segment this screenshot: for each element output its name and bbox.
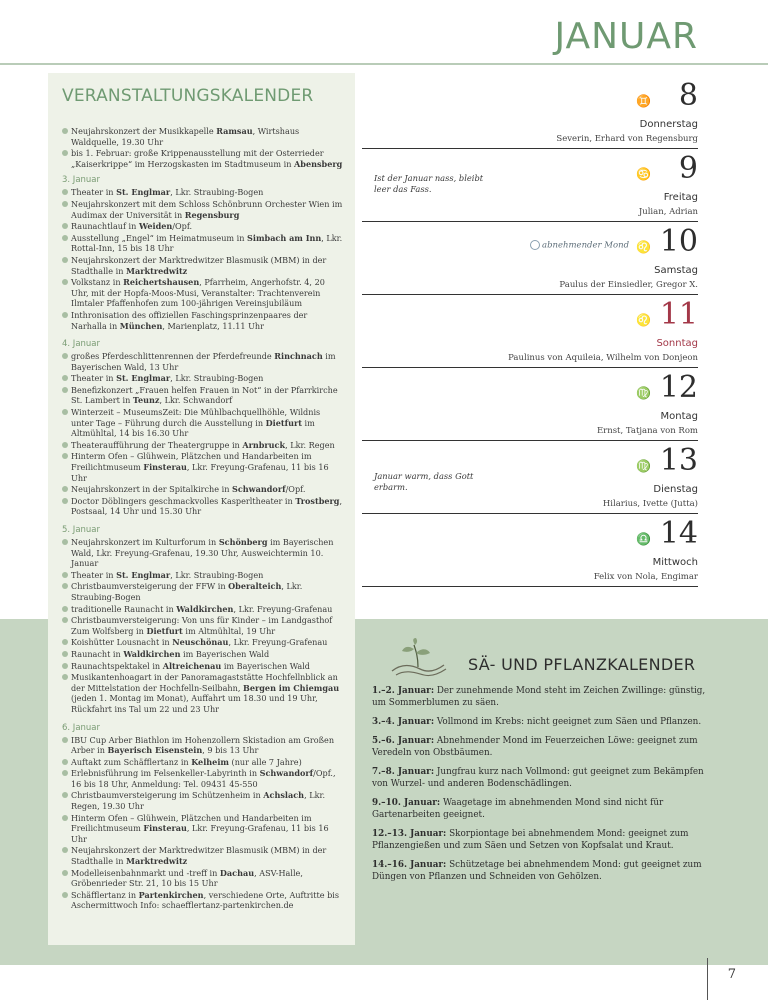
event-item (62, 672, 343, 714)
event-text: IBU Cup Arber Biathlon im Hohenzollern Skistadion am Großen Arber in (71, 734, 335, 756)
weather-saying: Ist der Januar nass, bleibt leer das Fass. (374, 173, 484, 194)
planting-date: 12.–13. Januar: (372, 829, 447, 839)
bullet-icon (62, 892, 68, 898)
event-location: Waldkirchen (176, 603, 234, 614)
event-location: Marktredwitz (126, 265, 188, 276)
name-days: Paulinus von Aquileia, Wilhelm von Donjeon (508, 353, 698, 363)
event-item (62, 845, 343, 866)
zodiac-icon: ♎ (636, 532, 651, 546)
event-location: Bergen im Chiemgau (243, 682, 340, 693)
event-text: Winterzeit – MuseumsZeit: Die Mühlbachquellhöhle, Wildnis unter Tage – Führung durch die Ausstellung in (71, 407, 321, 428)
event-item (62, 199, 343, 220)
event-item (62, 385, 343, 406)
event-details: im Bayerischen Wald (221, 660, 310, 671)
event-item (62, 537, 343, 569)
event-item (62, 661, 343, 672)
event-text: Theater in (71, 187, 117, 198)
event-text: Benefizkonzert „Frauen helfen Frauen in Not“ in der Pfarrkirche St. Lambert in (71, 384, 338, 406)
event-item (62, 373, 343, 384)
event-text: Doctor Döblingers geschmackvolles Kasperltheater in (71, 495, 296, 506)
event-text: Ausstellung „Engel“ im Heimatmuseum in (71, 232, 248, 243)
bullet-icon (62, 235, 68, 241)
planting-advice: Vollmond im Krebs: nicht geeignet zum Säen und Pflanzen. (434, 717, 702, 727)
event-location: Ramsau (216, 126, 253, 136)
event-text: Theater in (71, 569, 117, 580)
weather-saying: Januar warm, dass Gott erbarm. (374, 471, 474, 492)
event-location: Schwandorf (259, 768, 314, 779)
event-details: , Lkr. Straubing-Bogen (170, 569, 264, 580)
event-details: im Altmühltal, 14 bis 16.30 Uhr (71, 417, 315, 439)
event-location: Simbach am Inn (247, 232, 322, 243)
event-location: Partenkirchen (138, 889, 204, 900)
event-details: , Lkr. Straubing-Bogen (71, 581, 303, 602)
bullet-icon (62, 201, 68, 207)
event-text: Raunachtspektakel in (71, 660, 163, 671)
event-details: , Lkr. Freyung-Grafenau, 11 bis 16 Uhr (71, 462, 329, 483)
event-item (62, 790, 343, 811)
event-day-heading: 3. Januar (62, 175, 101, 186)
zodiac-icon: ♋ (636, 167, 651, 181)
calendar-day-row (362, 295, 698, 368)
zodiac-icon: ♍ (636, 459, 651, 473)
event-location: Kelheim (191, 756, 229, 767)
event-days (62, 175, 343, 911)
name-days: Julian, Adrian (638, 207, 698, 217)
event-day-heading: 6. Januar (62, 722, 101, 733)
planting-advice: Der zunehmende Mond steht im Zeichen Zwillinge: günstig, um Sommerblumen zu säen. (372, 686, 706, 708)
bullet-icon (62, 353, 68, 359)
bullet-icon (62, 442, 68, 448)
event-day (62, 525, 343, 715)
weekday: Freitag (663, 192, 698, 203)
planting-entry (372, 859, 712, 883)
event-text: Raunachtlauf in (71, 221, 139, 232)
bullet-icon (62, 639, 68, 645)
zodiac-icon: ♌ (636, 313, 651, 327)
name-days: Severin, Erhard von Regensburg (556, 134, 698, 144)
event-details: (nur alle 7 Jahre) (228, 756, 302, 767)
event-details: , Lkr. Straubing-Bogen (170, 373, 264, 384)
day-number: 14 (659, 516, 698, 551)
day-number: 13 (659, 443, 698, 478)
zodiac-icon: ♊ (636, 94, 651, 108)
bullet-icon (62, 387, 68, 393)
event-location: Waldkirchen (123, 648, 181, 659)
event-location: St. Englmar (116, 187, 171, 198)
event-item (62, 233, 343, 254)
bullet-icon (62, 847, 68, 853)
planting-calendar (372, 637, 712, 890)
event-location: Dietfurt (265, 417, 302, 428)
event-location: Finsterau (143, 823, 187, 834)
month-title: JANUAR (554, 16, 698, 57)
event-item (62, 615, 343, 636)
bullet-icon (62, 737, 68, 743)
page-number: 7 (727, 967, 736, 982)
bullet-icon (62, 257, 68, 263)
planting-calendar-title: SÄ- UND PFLANZKALENDER (468, 655, 696, 674)
event-details: , Lkr. Schwandorf (159, 395, 233, 406)
event-text: Theateraufführung der Theatergruppe in (71, 439, 243, 450)
event-text: Neujahrskonzert der Musikkapelle (71, 126, 217, 136)
planting-date: 9.–10. Januar: (372, 798, 441, 808)
event-item (62, 581, 343, 602)
calendar-day-row (362, 149, 698, 222)
event-details: , Postsaal, 14 Uhr und 15.30 Uhr (71, 495, 343, 517)
bullet-icon (62, 792, 68, 798)
event-details: (jeden 1. Montag im Monat), Auffahrt um 18.30 und 19 Uhr, Rückfahrt ins Tal um 22 und 23 Uhr (71, 693, 318, 714)
event-location: Reichertshausen (123, 277, 200, 288)
event-item (62, 649, 343, 660)
event-item (62, 255, 343, 276)
planting-entry (372, 828, 712, 852)
event-item (62, 351, 343, 372)
name-days: Ernst, Tatjana von Rom (596, 426, 698, 436)
planting-date: 1.–2. Januar: (372, 686, 435, 696)
event-text: Hinterm Ofen – Glühwein, Plätzchen und Handarbeiten im Freilichtmuseum (71, 812, 312, 834)
weekday: Samstag (654, 265, 698, 276)
event-text: Volkstanz in (71, 277, 124, 288)
event-calendar-title: VERANSTALTUNGSKALENDER (62, 86, 314, 106)
moon-icon (530, 240, 540, 250)
event-item (62, 604, 343, 615)
event-location: Bayerisch Eisenstein (107, 745, 203, 756)
bullet-icon (62, 870, 68, 876)
weekday: Sonntag (656, 338, 698, 349)
bullet-icon (62, 223, 68, 229)
event-location: Schwandorf (232, 484, 286, 495)
bullet-icon (62, 279, 68, 285)
weekday: Donnerstag (639, 119, 698, 130)
bullet-icon (62, 815, 68, 821)
bullet-icon (62, 539, 68, 545)
bullet-icon (62, 375, 68, 381)
day-number: 8 (678, 78, 698, 113)
day-number: 10 (659, 224, 698, 259)
event-day-heading: 5. Januar (62, 525, 101, 535)
name-days: Paulus der Einsiedler, Gregor X. (559, 280, 698, 290)
event-text: großes Pferdeschlittenrennen der Pferdefreunde (71, 351, 275, 362)
event-details: , Wirtshaus Waldquelle, 19.30 Uhr (71, 126, 300, 147)
bullet-icon (62, 189, 68, 195)
zodiac-icon: ♍ (636, 386, 651, 400)
weekday: Montag (660, 411, 698, 422)
event-text: Hinterm Ofen – Glühwein, Plätzchen und Handarbeiten im Freilichtmuseum (71, 451, 312, 473)
event-item (62, 570, 343, 581)
name-days: Hilarius, Ivette (Jutta) (602, 499, 698, 509)
event-location: Teunz (132, 395, 160, 406)
event-text: Koishütter Lousnacht in (71, 637, 173, 648)
event-text: Neujahrskonzert der Marktredwitzer Blasmusik (MBM) in der Stadthalle in (71, 845, 327, 867)
event-item (62, 407, 343, 439)
planting-entry (372, 716, 712, 728)
event-location: St. Englmar (116, 569, 171, 580)
event-item (62, 440, 343, 451)
bullet-icon (62, 759, 68, 765)
weekday: Dienstag (653, 484, 698, 495)
event-text: Neujahrskonzert in der Spitalkirche in (71, 484, 233, 495)
event-details: , Lkr. Regen, 19.30 Uhr (71, 790, 326, 812)
event-location: München (119, 320, 163, 331)
event-details: , verschiedene Orte, Auftritte bis Aschermittwoch Info: schaefflertanz-partenkirchen.de (71, 889, 340, 911)
event-item (62, 890, 343, 911)
planting-advice: Waagetage im abnehmenden Mond sind nicht für Gartenarbeiten geeignet. (372, 798, 664, 820)
event-location: Neuschönau (172, 637, 229, 648)
name-days: Felix von Nola, Engimar (593, 572, 698, 582)
event-details: , Lkr. Rottal-Inn, 15 bis 18 Uhr (71, 232, 343, 254)
bullet-icon (62, 663, 68, 669)
zodiac-icon: ♌ (636, 240, 651, 254)
event-item (62, 277, 343, 309)
event-item (62, 126, 343, 147)
event-location: Trostberg (295, 495, 340, 506)
event-text: Modelleisenbahnmarkt und -treff in (71, 867, 220, 878)
event-location: Dachau (219, 867, 255, 878)
event-location: Dietfurt (146, 625, 183, 636)
planting-calendar-header (372, 637, 712, 685)
event-location: Schönberg (218, 537, 268, 547)
event-location: St. Englmar (116, 373, 171, 384)
event-location: Rinchnach (274, 351, 323, 362)
event-item (62, 757, 343, 768)
event-location: Abensberg (294, 158, 343, 169)
event-details: /Opf. (172, 221, 193, 232)
bullet-icon (62, 606, 68, 612)
event-details: im Bayerischen Wald (180, 648, 270, 659)
event-item (62, 310, 343, 331)
event-text: Musikantenhoagart in der Panoramagaststätte Hochfellnblick an der Mittelstation der Hochfelln-Seilbahn, (71, 672, 338, 693)
event-details: , Marienplatz, 11.11 Uhr (162, 320, 264, 331)
bullet-icon (62, 312, 68, 318)
event-details: , ASV-Halle, Gröbenrieder Str. 21, 10 bis 15 Uhr (71, 867, 303, 889)
bullet-icon (62, 651, 68, 657)
event-text: traditionelle Raunacht in (71, 603, 177, 614)
event-location: Oberalteich (228, 581, 282, 592)
top-rule (0, 63, 768, 65)
planting-entry (372, 797, 712, 821)
event-item (62, 768, 343, 789)
planting-entry (372, 766, 712, 790)
event-item (62, 451, 343, 483)
moon-phase-text: abnehmender Mond (542, 240, 630, 251)
event-calendar-box (48, 73, 355, 945)
event-details: , Lkr. Freyung-Grafenau, 11 bis 16 Uhr (71, 823, 329, 844)
event-details: , Lkr. Straubing-Bogen (170, 187, 264, 198)
event-location: Finsterau (143, 462, 187, 473)
event-item (62, 496, 343, 517)
event-location: Marktredwitz (126, 856, 188, 867)
event-item (62, 484, 343, 495)
planting-entries (372, 685, 712, 883)
seedling-hands-icon (386, 637, 450, 681)
event-text: Christbaumversteigerung im Schützenheim in (71, 790, 264, 801)
planting-entry (372, 735, 712, 759)
planting-date: 7.–8. Januar: (372, 767, 435, 777)
event-details: , Lkr. Regen (285, 439, 335, 450)
planting-advice: Jungfrau kurz nach Vollmond: gut geeignet zum Bekämpfen von Wurzel- und anderen Bodenschädlingen. (372, 767, 704, 789)
event-location: Arnbruck (242, 439, 286, 450)
event-item (62, 868, 343, 889)
planting-entry (372, 685, 712, 709)
bullet-icon (62, 150, 68, 156)
event-text: Erlebnisführung im Felsenkeller-Labyrinth in (71, 768, 260, 779)
event-text: bis 1. Februar: große Krippenausstellung mit der Osterrieder „Kaiserkrippe“ im Herzogskasten im Stadtmuseum in (71, 148, 324, 169)
event-details: , Lkr. Freyung-Grafenau (233, 603, 333, 614)
event-details: im Altmühltal, 19 Uhr (182, 625, 276, 636)
event-day-heading: 4. Januar (62, 339, 101, 350)
intro-events (62, 126, 343, 169)
event-text: Christbaumversteigerung der FFW in (71, 581, 229, 592)
bullet-icon (62, 128, 68, 134)
event-day (62, 175, 343, 331)
calendar-day-row (362, 368, 698, 441)
planting-advice: Schützetage bei abnehmendem Mond: gut geeignet zum Düngen von Pflanzen und Schneiden von Gehölzen. (372, 860, 702, 882)
event-location: Regensburg (184, 209, 240, 220)
event-item (62, 221, 343, 232)
planting-advice: Abnehmender Mond im Feuerzeichen Löwe: geeignet zum Veredeln von Obstbäumen. (372, 736, 698, 758)
event-text: Inthronisation des offiziellen Faschingsprinzenpaares der Narhalla in (71, 309, 308, 331)
event-text: Raunacht in (71, 648, 124, 659)
event-text: Schäfflertanz in (71, 889, 139, 900)
bullet-icon (62, 409, 68, 415)
bullet-icon (62, 486, 68, 492)
planting-advice: Skorpiontage bei abnehmendem Mond: geeignet zum Pflanzengießen und zum Säen und Setzen von Kopfsalat und Kraut. (372, 829, 689, 851)
event-details: , 9 bis 13 Uhr (202, 745, 259, 756)
bullet-icon (62, 674, 68, 680)
bullet-icon (62, 498, 68, 504)
day-number: 9 (678, 151, 698, 186)
event-text: Neujahrskonzert der Marktredwitzer Blasmusik (MBM) in der Stadthalle in (71, 254, 327, 276)
bullet-icon (62, 453, 68, 459)
event-text: Neujahrskonzert mit dem Schloss Schönbrunn Orchester Wien im Audimax der Universität in (71, 198, 343, 220)
bullet-icon (62, 572, 68, 578)
page-number-rule (707, 958, 708, 1000)
event-item (62, 735, 343, 756)
event-details: /Opf., 16 bis 18 Uhr, Anmeldung: Tel. 09431 45-550 (71, 768, 336, 789)
event-day (62, 723, 343, 912)
event-text: Christbaumversteigerung: Von uns für Kinder – im Landgasthof Zum Wolfsberg in (71, 615, 333, 636)
moon-phase-label (530, 240, 629, 251)
event-details: , Lkr. Freyung-Grafenau (228, 637, 328, 648)
calendar-day-row (362, 76, 698, 149)
event-day (62, 339, 343, 517)
day-number: 12 (659, 370, 698, 405)
event-item (62, 148, 343, 169)
event-details: im Bayerischen Wald, 13 Uhr (71, 351, 336, 372)
event-item (62, 637, 343, 648)
event-text: Auftakt zum Schäfflertanz in (71, 756, 192, 767)
event-text: Neujahrskonzert im Kulturforum in (71, 537, 219, 547)
planting-date: 14.–16. Januar: (372, 860, 447, 870)
day-number: 11 (659, 297, 698, 332)
bullet-icon (62, 770, 68, 776)
event-details: im Bayerischen Wald, Lkr. Freyung-Grafenau, 19.30 Uhr, Ausweichtermin 10. Januar (71, 537, 334, 569)
bullet-icon (62, 617, 68, 623)
calendar-day-row (362, 222, 698, 295)
event-location: Altreichenau (162, 660, 222, 671)
event-details: /Opf. (285, 484, 306, 495)
weekday: Mittwoch (652, 557, 698, 568)
bullet-icon (62, 583, 68, 589)
calendar-day-row (362, 514, 698, 587)
calendar-day-row (362, 441, 698, 514)
planting-date: 3.–4. Januar: (372, 717, 435, 727)
event-location: Achslach (263, 790, 305, 801)
event-text: Theater in (71, 373, 117, 384)
planting-date: 5.–6. Januar: (372, 736, 435, 746)
day-calendar (362, 76, 698, 587)
event-location: Weiden (138, 221, 173, 232)
event-details: , Pfarrheim, Angerhofstr. 4, 20 Uhr, mit der Hopfa-Moos-Musi, Veranstalter: Trachtenverein Ilmtaler Pfaffenhofen zum 100-jährigen Vereinsjubiläum (71, 277, 325, 309)
event-item (62, 187, 343, 198)
event-item (62, 813, 343, 845)
